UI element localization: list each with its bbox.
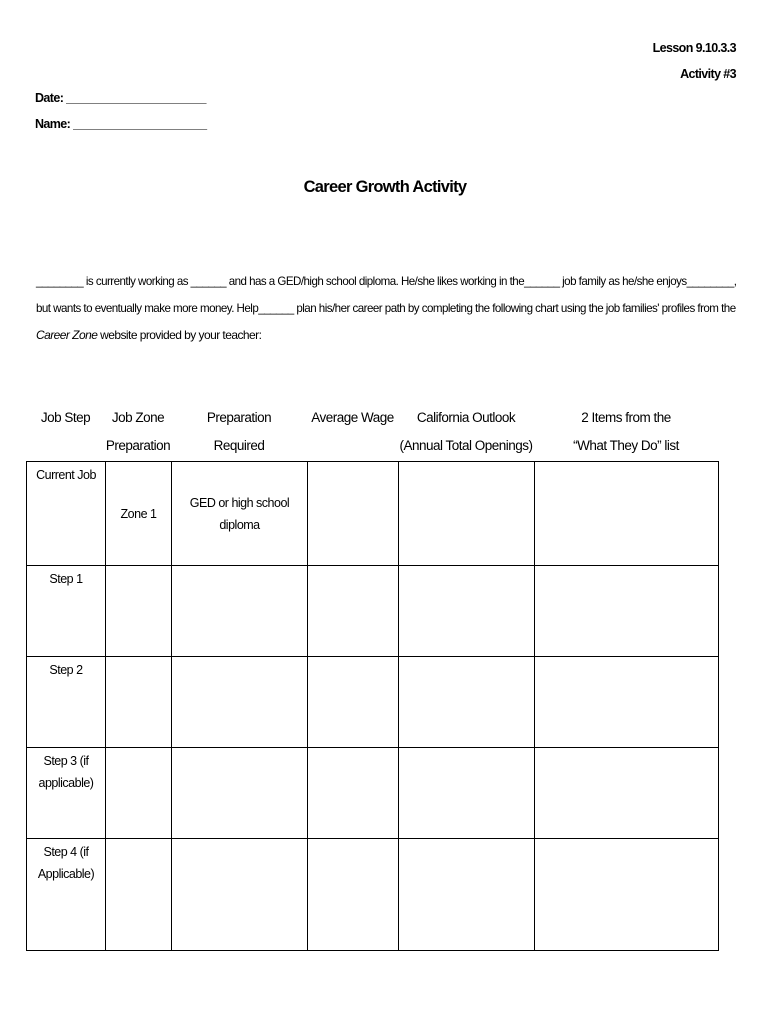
- name-field[interactable]: [35, 111, 206, 137]
- table-row: [27, 566, 719, 657]
- preparation-cell[interactable]: GED or high school diploma: [172, 462, 308, 566]
- table-row: [27, 657, 719, 748]
- date-label: Date:: [35, 91, 64, 105]
- job-zone-cell[interactable]: [106, 839, 172, 951]
- job-zone-cell[interactable]: [106, 748, 172, 839]
- instructions-line-3: [36, 322, 261, 349]
- date-field[interactable]: [35, 85, 206, 111]
- lesson-number: Lesson 9.10.3.3: [652, 41, 736, 55]
- preparation-cell[interactable]: [172, 566, 308, 657]
- table-row: [27, 748, 719, 839]
- career-path-table: [26, 461, 719, 951]
- preparation-cell[interactable]: [172, 839, 308, 951]
- column-header-what-they-do: 2 Items from the “What They Do” list: [573, 410, 679, 453]
- california-outlook-cell[interactable]: [399, 839, 535, 951]
- student-fields: [35, 85, 206, 137]
- preparation-cell[interactable]: [172, 748, 308, 839]
- what-they-do-cell[interactable]: [535, 839, 719, 951]
- california-outlook-cell[interactable]: [399, 566, 535, 657]
- what-they-do-cell[interactable]: [535, 657, 719, 748]
- job-step-cell: Step 1: [27, 566, 106, 657]
- what-they-do-cell[interactable]: [535, 566, 719, 657]
- what-they-do-cell[interactable]: [535, 748, 719, 839]
- table-header: [26, 404, 718, 462]
- california-outlook-cell[interactable]: [399, 657, 535, 748]
- lesson-info: [653, 35, 736, 87]
- job-zone-cell[interactable]: [106, 566, 172, 657]
- column-header-preparation-required: Preparation Required: [206, 410, 272, 453]
- job-zone-cell[interactable]: Zone 1: [106, 462, 172, 566]
- activity-number: Activity #3: [680, 67, 736, 81]
- career-zone-text: Career Zone: [36, 328, 98, 342]
- average-wage-cell[interactable]: [308, 839, 399, 951]
- job-step-cell: Step 4 (if Applicable): [27, 839, 106, 951]
- job-zone-cell[interactable]: [106, 657, 172, 748]
- job-step-cell: Step 2: [27, 657, 106, 748]
- average-wage-cell[interactable]: [308, 657, 399, 748]
- average-wage-cell[interactable]: [308, 566, 399, 657]
- instructions-paragraph: [36, 268, 736, 349]
- california-outlook-cell[interactable]: [399, 748, 535, 839]
- column-header-average-wage: Average Wage: [311, 410, 394, 425]
- instructions-line-3-rest: website provided by your teacher:: [97, 328, 262, 342]
- what-they-do-cell[interactable]: [535, 462, 719, 566]
- job-step-cell: Step 3 (if applicable): [27, 748, 106, 839]
- job-step-cell: Current Job: [27, 462, 106, 566]
- table-row: [27, 462, 719, 566]
- table-row: [27, 839, 719, 951]
- name-blank[interactable]: _____________________: [73, 117, 207, 131]
- column-header-job-zone: Job Zone Preparation: [105, 410, 171, 453]
- name-label: Name:: [35, 117, 71, 131]
- california-outlook-cell[interactable]: [399, 462, 535, 566]
- column-header-california-outlook: California Outlook (Annual Total Openings): [399, 410, 533, 453]
- date-blank[interactable]: ______________________: [66, 91, 206, 105]
- average-wage-cell[interactable]: [308, 462, 399, 566]
- preparation-cell[interactable]: [172, 657, 308, 748]
- page-title: Career Growth Activity: [303, 178, 467, 196]
- instructions-line-1: ________ is currently working as ______ and has a GED/high school diploma. He/she likes working in the______ job family as he/she enjoys________,: [36, 274, 737, 288]
- instructions-line-2: but wants to eventually make more money. Help______ plan his/her career path by completing the following chart using the job families' profiles from the: [36, 301, 736, 315]
- column-header-job-step: Job Step: [40, 410, 91, 425]
- average-wage-cell[interactable]: [308, 748, 399, 839]
